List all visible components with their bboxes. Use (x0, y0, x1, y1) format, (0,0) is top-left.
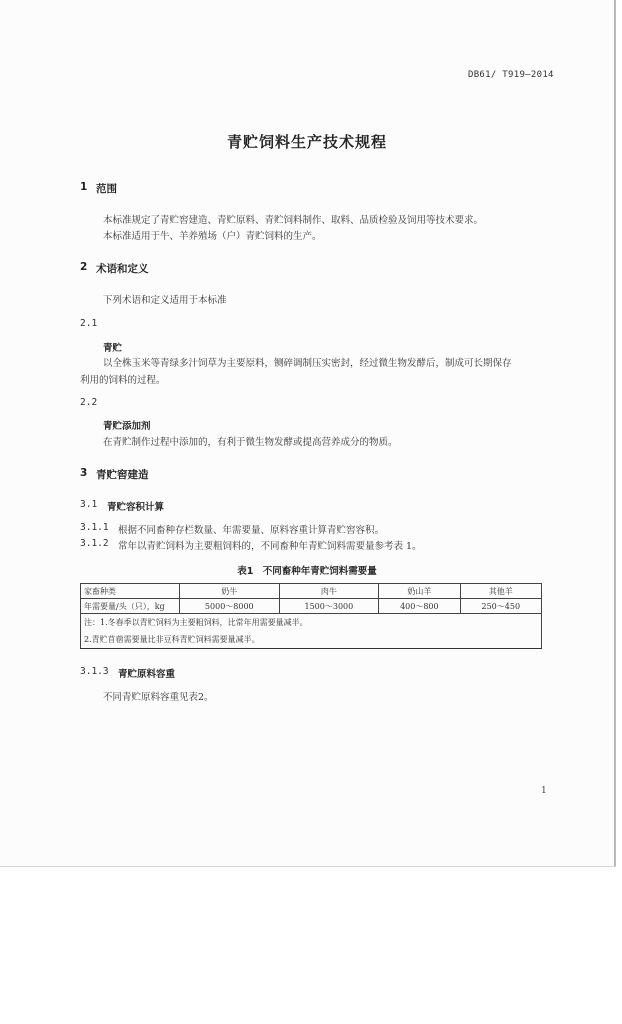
clause-2-1-number: 2.1 (80, 318, 98, 329)
standard-code: DB61/ T919—2014 (468, 70, 554, 80)
section-1-number: 1 (80, 181, 88, 193)
table-note-2: 2.青贮苜蓿需要量比非豆科青贮饲料需要量减半。 (81, 631, 542, 649)
term-silage-additive: 青贮添加剂 (103, 421, 151, 432)
clause-3-1-3-text: 不同青贮原料容重见表2。 (103, 692, 214, 703)
table-1-caption: 表1 不同畜种年青贮饲料需要量 (237, 566, 377, 577)
table-cell: 400～800 (379, 599, 460, 614)
section-3-title: 青贮窖建造 (96, 469, 149, 481)
table-note-1: 注：1.冬春季以青贮饲料为主要粗饲料，比常年用需要量减半。 (81, 614, 542, 632)
term-silage-definition-line-2: 利用的饲料的过程。 (80, 375, 166, 386)
table-header-cell: 肉牛 (279, 584, 379, 599)
clause-3-1-2-number: 3.1.2 (80, 538, 109, 549)
table-cell: 5000～8000 (180, 599, 280, 614)
table-header-cell: 其他羊 (460, 584, 541, 599)
section-1-title: 范围 (96, 183, 117, 195)
page-edge-shadow (614, 0, 616, 866)
table-row (81, 599, 542, 614)
section-1-paragraph-1: 本标准规定了青贮窖建造、青贮原料、青贮饲料制作、取料、品质检验及饲用等技术要求。 (103, 215, 484, 226)
section-3-number: 3 (80, 467, 88, 479)
section-2-number: 2 (80, 261, 88, 273)
term-silage-definition-line-1: 以全株玉米等青绿多汁饲草为主要原料，铡碎调制压实密封，经过微生物发酵后，制成可长期保存 (103, 358, 512, 369)
table-cell: 年需要量/头（只），kg (81, 599, 180, 614)
table-cell: 250～450 (460, 599, 541, 614)
table-1 (80, 583, 542, 649)
clause-3-1-3-number: 3.1.3 (80, 666, 109, 677)
document-title: 青贮饲料生产技术规程 (226, 133, 387, 151)
page-bottom-edge (0, 866, 616, 867)
term-silage-additive-definition: 在青贮制作过程中添加的，有利于微生物发酵或提高营养成分的物质。 (103, 437, 398, 448)
clause-3-1-1-text: 根据不同畜种存栏数量、年需要量、原料容重计算青贮窖容积。 (118, 525, 385, 536)
clause-2-2-number: 2.2 (80, 397, 98, 408)
clause-3-1-number: 3.1 (80, 499, 98, 510)
table-cell: 1500～3000 (279, 599, 379, 614)
section-2-intro: 下列术语和定义适用于本标准 (103, 295, 227, 306)
page-number: 1 (541, 786, 547, 796)
section-2-title: 术语和定义 (96, 263, 149, 275)
clause-3-1-title: 青贮容积计算 (107, 502, 165, 513)
table-note-row (81, 614, 542, 632)
clause-3-1-2-text: 常年以青贮饲料为主要粗饲料的，不同畜种年青贮饲料需要量参考表 1。 (118, 541, 422, 552)
clause-3-1-1-number: 3.1.1 (80, 522, 109, 533)
table-header-row (81, 584, 542, 599)
table-header-cell: 家畜种类 (81, 584, 180, 599)
table-note-row (81, 631, 542, 649)
term-silage: 青贮 (103, 343, 123, 354)
table-header-cell: 奶山羊 (379, 584, 460, 599)
clause-3-1-3-title: 青贮原料容重 (118, 669, 176, 680)
table-header-cell: 奶牛 (180, 584, 280, 599)
section-1-paragraph-2: 本标准适用于牛、羊养殖场（户）青贮饲料的生产。 (103, 231, 322, 242)
